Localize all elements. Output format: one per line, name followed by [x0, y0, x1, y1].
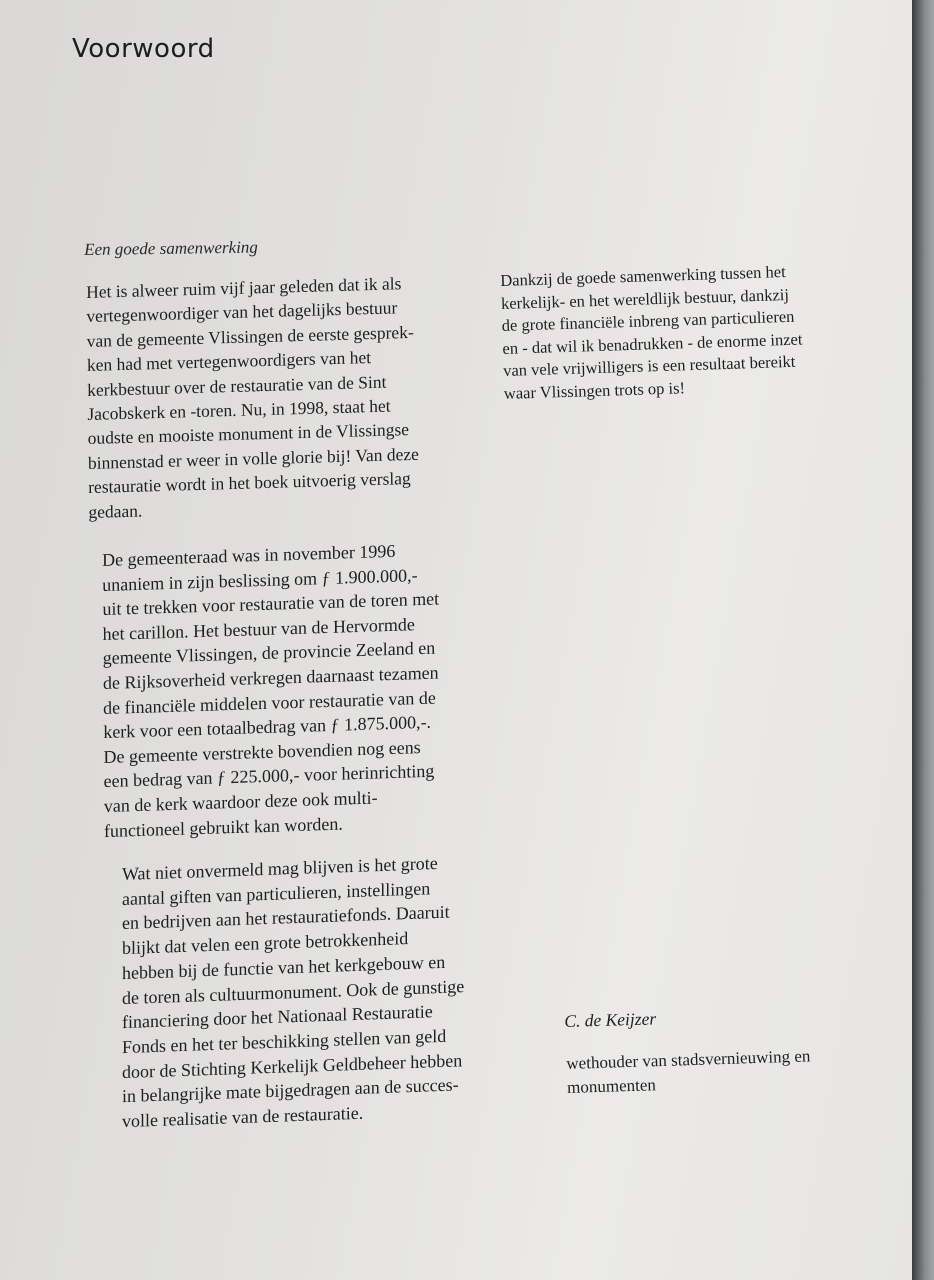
left-column-block-1 — [86, 269, 488, 524]
paragraph-2: De gemeenteraad was in november 1996 unaniem in zijn beslissing om ƒ 1.900.000,- uit te trekken voor restauratie van de toren met het carillon. Het bestuur van de Hervormde gemeente Vlissingen, de provincie Zeeland en de Rijksoverheid verkregen daarnaast tezamen de financiële middelen voor restauratie van de kerk voor een totaalbedrag van ƒ 1.875.000,-. De gemeente verstrekte bovendien nog eens een bedrag van ƒ 225.000,- voor herinrichting van de kerk waardoor deze ook multi- functioneel gebruikt kan worden. — [102, 540, 440, 841]
left-column-block-3 — [122, 847, 542, 1134]
page-heading: Voorwoord — [72, 34, 215, 64]
page-edge-shadow — [912, 0, 934, 1280]
section-subheading: Een goede samenwerking — [84, 237, 258, 259]
signature-name: C. de Keijzer — [564, 1008, 657, 1031]
right-column — [500, 258, 874, 405]
left-column-block-2 — [102, 535, 504, 843]
signature-title: wethouder van stadsvernieuwing en monumenten — [566, 1046, 811, 1097]
paragraph-3: Wat niet onvermeld mag blijven is het grote aantal giften van particulieren, instellingen en bedrijven aan het restauratiefonds. Daaruit blijkt dat velen een grote betrokkenheid hebben bij de functie van het kerkgebouw en de toren als cultuurmonument. Ook de gunstige financiering door het Nationaal Restauratie Fonds en het ter beschikking stellen van geld door de Stichting Kerkelijk Geldbeheer hebben in belangrijke mate bijgedragen aan de succes- volle realisatie van de restauratie. — [122, 852, 465, 1132]
paragraph-4: Dankzij de goede samenwerking tussen het kerkelijk- en het wereldlijk bestuur, dankzij de grote financiële inbreng van particulieren en - dat wil ik benadrukken - de enorme inzet van vele vrijwilligers is een resultaat bereikt waar Vlissingen trots op is! — [500, 262, 803, 403]
paragraph-1: Het is alweer ruim vijf jaar geleden dat ik als vertegenwoordiger van het dagelijks bestuur van de gemeente Vlissingen de eerste gesprek- ken had met vertegenwoordigers van het kerkbestuur over de restauratie van de Sint Jacobskerk en -toren. Nu, in 1998, staat het oudste en mooiste monument in de Vlissingse binnenstad er weer in volle glorie bij! Van deze restauratie wordt in het boek uitvoerig verslag gedaan. — [86, 273, 419, 522]
